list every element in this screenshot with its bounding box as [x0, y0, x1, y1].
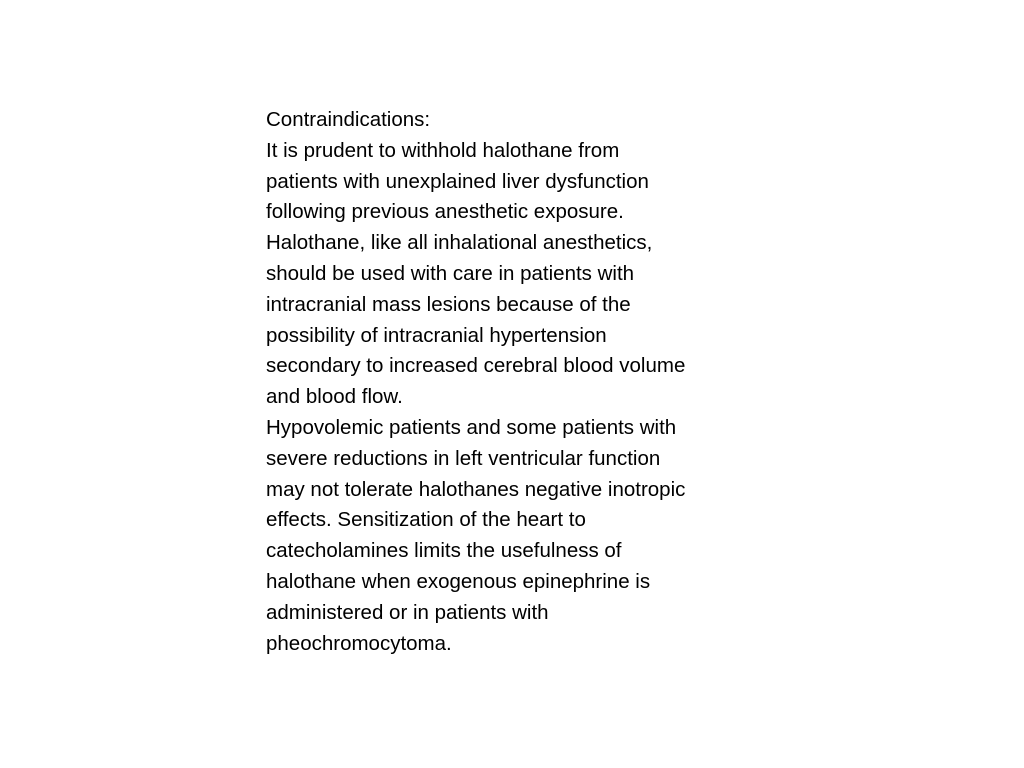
text-line: Hypovolemic patients and some patients with [266, 415, 677, 439]
text-line: may not tolerate halothanes negative inotropic [266, 477, 686, 501]
text-line: Halothane, like all inhalational anesthetics, [266, 231, 653, 255]
text-line: effects. Sensitization of the heart to [266, 508, 586, 532]
text-line: pheochromocytoma. [266, 631, 452, 655]
heading-contraindications: Contraindications: [266, 108, 431, 131]
text-line: possibility of intracranial hypertension [266, 323, 607, 347]
text-line: severe reductions in left ventricular function [266, 446, 661, 470]
text-line: and blood flow. [266, 385, 403, 409]
slide-text-block [266, 105, 766, 659]
text-line: halothane when exogenous epinephrine is [266, 569, 651, 593]
text-line: intracranial mass lesions because of the [266, 292, 631, 316]
text-line: catecholamines limits the usefulness of [266, 539, 622, 563]
text-line: secondary to increased cerebral blood volume [266, 354, 686, 378]
text-line: patients with unexplained liver dysfunction [266, 169, 649, 193]
text-line: It is prudent to withhold halothane from [266, 138, 620, 162]
text-line: following previous anesthetic exposure. [266, 200, 624, 224]
text-line: administered or in patients with [266, 600, 549, 624]
text-line: should be used with care in patients with [266, 261, 635, 285]
